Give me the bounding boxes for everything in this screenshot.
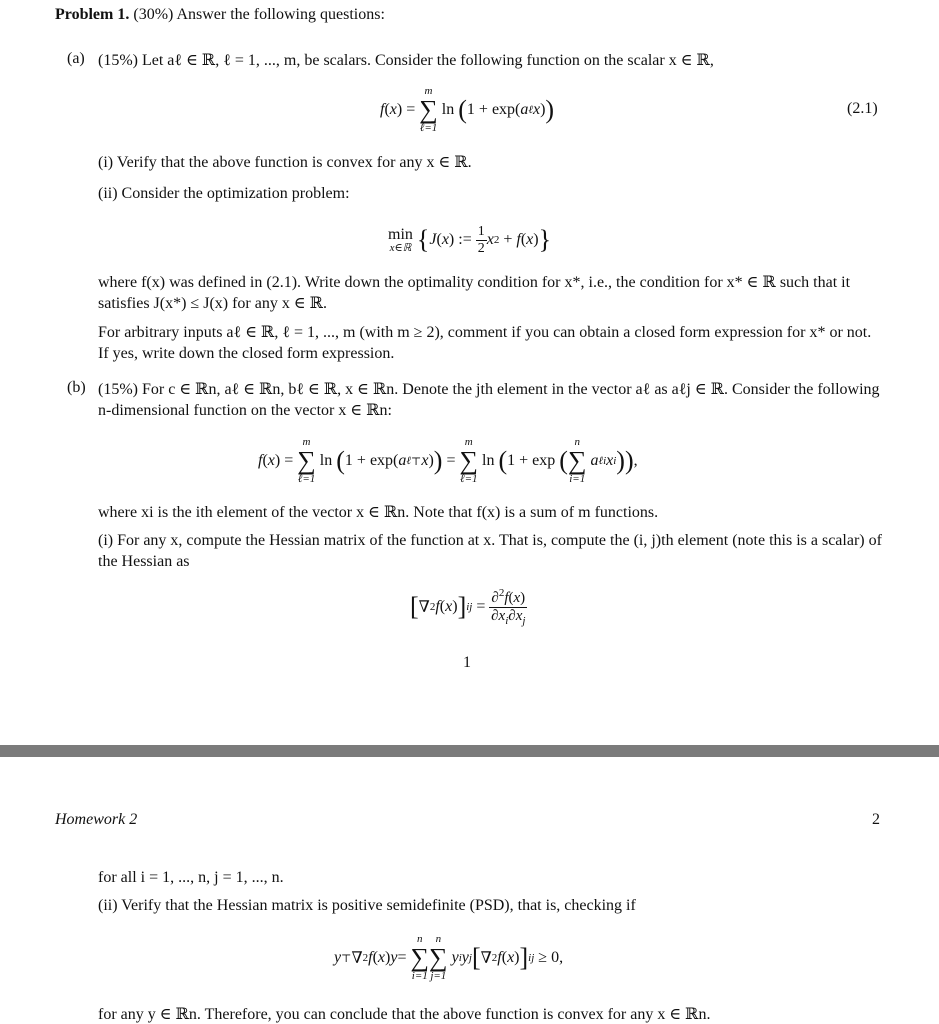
part-b-item-i: (i) For any x, compute the Hessian matrix of the function at x. That is, compute the (i, j)th element (note this is a scalar) of the Hessian as [98, 532, 882, 570]
problem-heading-line [55, 6, 385, 24]
header-left: Homework 2 [55, 811, 138, 828]
problem-heading: Problem 1. [55, 6, 130, 23]
for-all-text: for all i = 1, ..., n, j = 1, ..., n. [98, 869, 284, 886]
psd-condition: y ⊤ ∇ 2 f ( x ) y = n ∑ i=1 n ∑ j=1 y i y j [ ∇ 2 f ( x ) ] ij ≥ 0, [334, 933, 564, 982]
page-number: 1 [463, 654, 471, 671]
part-a-item-ii: (ii) Consider the optimization problem: [98, 185, 350, 202]
page-divider [0, 745, 939, 757]
optimization-problem: min x∈ℝ { J ( x ) := $\frac{1}{2}$ x 2 + f ( x ) } [388, 224, 552, 256]
page2-item-ii: (ii) Verify that the Hessian matrix is positive semidefinite (PSD), that is, checking if [98, 897, 636, 914]
part-a-where-text: where f(x) was defined in (2.1). Write down the optimality condition for x*, i.e., the condition for x* ∈ ℝ such that it satisfies J(x*) ≤ J(x) for any x ∈ ℝ. [98, 274, 851, 312]
header-right: 2 [872, 811, 880, 828]
part-b-where-text: where xi is the ith element of the vector x ∈ ℝn. Note that f(x) is a sum of m functions. [98, 504, 659, 521]
part-a-arbitrary-text: For arbitrary inputs aℓ ∈ ℝ, ℓ = 1, ..., m (with m ≥ 2), comment if you can obtain a closed form expression for x* or not. If yes, write down the closed form expression. [98, 324, 872, 362]
conclusion-text: for any y ∈ ℝn. Therefore, you can conclude that the above function is convex for any x ∈ ℝn. [98, 1006, 711, 1023]
equation-b-function: f ( x ) = m ∑ ℓ=1 ln ( 1 + exp( a ℓ ⊤ x ) ) = m ∑ ℓ=1 ln ( 1 + exp ( n ∑ i=1 a ℓi x i )) , [258, 436, 638, 485]
part-a-item-i: (i) Verify that the above function is convex for any x ∈ ℝ. [98, 154, 472, 171]
part-b-label: (b) [67, 379, 86, 396]
problem-intro: (30%) Answer the following questions: [133, 6, 385, 23]
hessian-definition: [ ∇ 2 f ( x ) ] ij = $\frac{\partial^2f(x)}{\partial x_i\partial x_j}$ [410, 587, 526, 627]
part-a-intro: (15%) Let aℓ ∈ ℝ, ℓ = 1, ..., m, be scalars. Consider the following function on the scalar x ∈ ℝ, [98, 52, 714, 69]
part-b-intro: (15%) For c ∈ ℝn, aℓ ∈ ℝn, bℓ ∈ ℝ, x ∈ ℝn. Denote the jth element in the vector aℓ as aℓj ∈ ℝ. Consider the following n-dimensional function on the vector x ∈ ℝn: [98, 381, 880, 419]
part-a-label: (a) [67, 50, 85, 67]
equation-number: (2.1) [847, 100, 878, 117]
equation-2-1: f ( x ) = m ∑ ℓ=1 ln ( 1 + exp( a ℓ x ) ) [380, 85, 555, 134]
